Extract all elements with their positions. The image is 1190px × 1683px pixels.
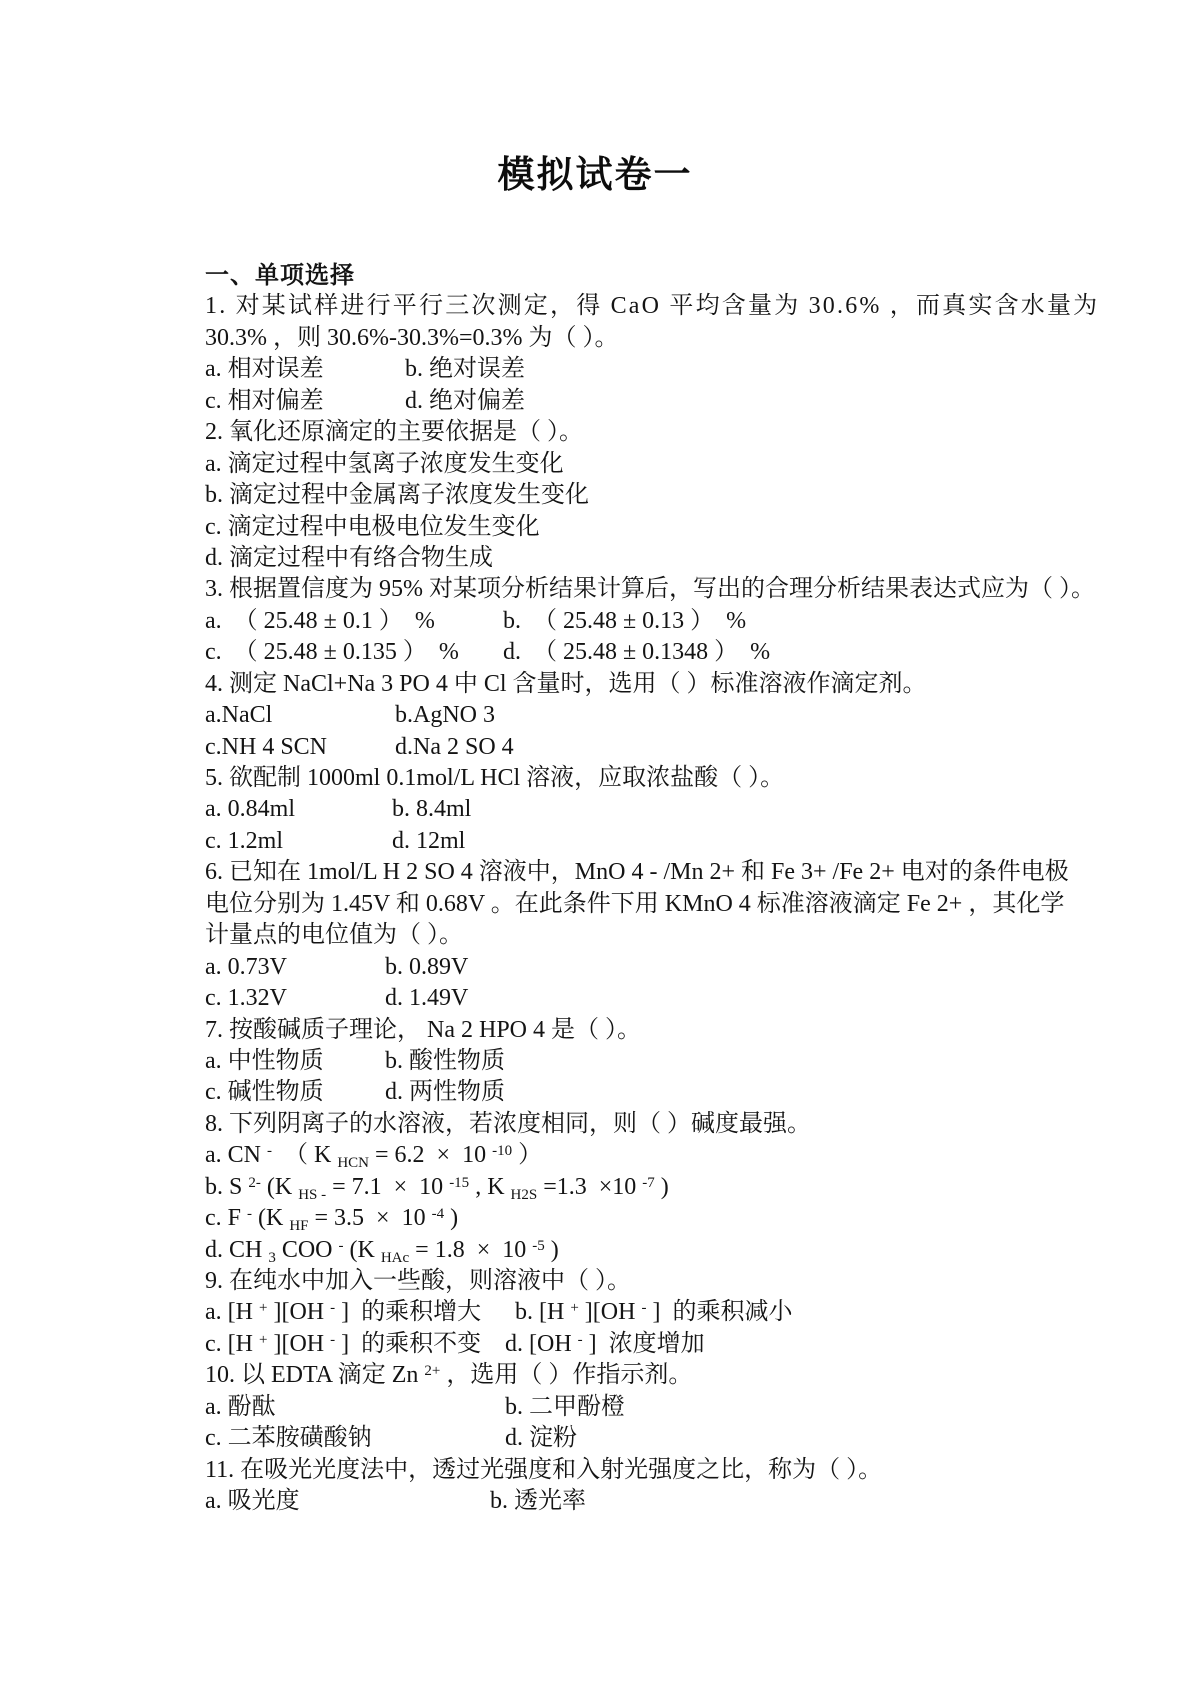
q1-options-ab — [205, 354, 1010, 385]
option-cell: b. 酸性物质 — [385, 1047, 505, 1074]
option-cell: c. 碱性物质 — [205, 1079, 324, 1106]
option-cell: d. 两性物质 — [385, 1079, 505, 1106]
q1-stem-line1: 1. 对某试样进行平行三次测定，得 CaO 平均含量为 30.6% ，而真实含水量为 — [205, 293, 1100, 320]
q7-options-ab — [205, 1046, 1010, 1077]
q6-stem-line2: 电位分别为 1.45V 和 0.68V 。在此条件下用 KMnO 4 标准溶液滴定 Fe 2+ ，其化学 — [205, 890, 1065, 917]
q3-options-ab — [205, 606, 1010, 637]
q8-stem: 8. 下列阴离子的水溶液，若浓度相同，则（ ）碱度最强。 — [205, 1110, 811, 1137]
section-heading: 一、单项选择 — [205, 262, 355, 289]
q5-stem: 5. 欲配制 1000ml 0.1mol/L HCl 溶液，应取浓盐酸（ ）。 — [205, 765, 785, 791]
q3-stem: 3. 根据置信度为 95% 对某项分析结果计算后，写出的合理分析结果表达式应为（ ）。 — [205, 576, 1095, 603]
option-cell: a. 相对误差 — [205, 356, 324, 383]
q8-option-b: b. S $^{2-}$ (K $_{HS -}$ = 7.1 × 10 $^{-15}$ , K $_{H2S}$ =1.3 ×10 $^{-7}$ ) — [205, 1173, 669, 1203]
option-cell: a. 0.84ml — [205, 796, 295, 823]
option-cell: b. 0.89V — [385, 953, 469, 980]
option-cell: a. （ 25.48 ± 0.1 ） % — [205, 607, 435, 634]
q5-options-cd — [205, 826, 1010, 857]
option-cell: c. 1.2ml — [205, 827, 283, 854]
q10-options-ab — [205, 1392, 1010, 1423]
option-cell: d. 淀粉 — [505, 1425, 577, 1452]
option-cell: d. 绝对偏差 — [405, 387, 525, 414]
q2-stem: 2. 氧化还原滴定的主要依据是（ ）。 — [205, 419, 583, 446]
q11-options-ab — [205, 1486, 1010, 1517]
q9-options-ab — [205, 1297, 1010, 1328]
option-cell: d. 1.49V — [385, 985, 469, 1012]
q8-option-a: a. CN - （ K $_{HCN}$ = 6.2 × 10 $^{-10}$ ） — [205, 1142, 543, 1172]
option-cell: b. 二甲酚橙 — [505, 1393, 625, 1420]
q6-stem-line3: 计量点的电位值为（ ）。 — [205, 922, 463, 949]
q2-option-b: b. 滴定过程中金属离子浓度发生变化 — [205, 482, 589, 509]
q10-stem: 10. 以 EDTA 滴定 Zn $^{2+}$ ，选用（ ）作指示剂。 — [205, 1362, 693, 1389]
option-cell: c. 1.32V — [205, 985, 287, 1012]
page-title: 模拟试卷一 — [497, 154, 693, 195]
q4-options-cd — [205, 732, 1010, 763]
q7-options-cd — [205, 1077, 1010, 1108]
option-cell: a. 吸光度 — [205, 1488, 300, 1515]
q3-options-cd — [205, 637, 1010, 668]
q5-options-ab — [205, 794, 1010, 825]
option-cell: a.NaCl — [205, 702, 273, 729]
q9-stem: 9. 在纯水中加入一些酸，则溶液中（ ）。 — [205, 1268, 631, 1294]
option-cell: d.Na 2 SO 4 — [395, 733, 514, 760]
q6-stem-line1: 6. 已知在 1mol/L H 2 SO 4 溶液中，MnO 4 - /Mn 2+ 和 Fe 3+ /Fe 2+ 电对的条件电极 — [205, 859, 1069, 886]
q8-option-d: d. CH $_3$ COO - (K $_{HAc}$ = 1.8 × 10 $^{-5}$ ) — [205, 1236, 559, 1266]
option-cell: a. 中性物质 — [205, 1047, 324, 1074]
option-cell: c. （ 25.48 ± 0.135 ） % — [205, 639, 459, 666]
option-cell: a. 0.73V — [205, 953, 287, 980]
q1-stem-line2: 30.3% ，则 30.6%-30.3%=0.3% 为（ ）。 — [205, 324, 619, 351]
option-cell: c. 二苯胺磺酸钠 — [205, 1425, 372, 1452]
option-cell: d. （ 25.48 ± 0.1348 ） % — [503, 639, 771, 666]
q4-stem: 4. 测定 NaCl+Na 3 PO 4 中 Cl 含量时，选用（ ）标准溶液作滴定剂。 — [205, 670, 927, 697]
exam-body — [205, 260, 1100, 1518]
q2-option-d: d. 滴定过程中有络合物生成 — [205, 544, 493, 571]
q7-stem: 7. 按酸碱质子理论， Na 2 HPO 4 是（ ）。 — [205, 1016, 641, 1043]
q9-options-cd — [205, 1329, 1010, 1360]
q2-option-a: a. 滴定过程中氢离子浓度发生变化 — [205, 450, 564, 477]
q6-options-ab — [205, 952, 1010, 983]
option-cell: a. [H + ][OH - ] 的乘积增大 — [205, 1299, 482, 1326]
option-cell: d. 12ml — [392, 827, 466, 854]
option-cell: b. 8.4ml — [392, 796, 472, 823]
q8-option-c: c. F - (K $_{HF}$ = 3.5 × 10 $^{-4}$ ) — [205, 1205, 459, 1235]
option-cell: c. 相对偏差 — [205, 387, 324, 414]
option-cell: b. （ 25.48 ± 0.13 ） % — [503, 607, 747, 634]
q10-options-cd — [205, 1423, 1010, 1454]
option-cell: b. [H + ][OH - ] 的乘积减小 — [515, 1299, 793, 1326]
option-cell: d. [OH - ] 浓度增加 — [505, 1330, 705, 1357]
q11-stem: 11. 在吸光光度法中，透过光强度和入射光强度之比，称为（ ）。 — [205, 1456, 883, 1483]
option-cell: c.NH 4 SCN — [205, 733, 328, 760]
q4-options-ab — [205, 700, 1010, 731]
option-cell: c. [H + ][OH - ] 的乘积不变 — [205, 1330, 482, 1357]
option-cell: b.AgNO 3 — [395, 702, 495, 729]
option-cell: b. 透光率 — [490, 1488, 586, 1515]
q1-options-cd — [205, 386, 1010, 417]
q6-options-cd — [205, 983, 1010, 1014]
option-cell: b. 绝对误差 — [405, 356, 525, 383]
q2-option-c: c. 滴定过程中电极电位发生变化 — [205, 513, 540, 540]
option-cell: a. 酚酞 — [205, 1393, 276, 1420]
